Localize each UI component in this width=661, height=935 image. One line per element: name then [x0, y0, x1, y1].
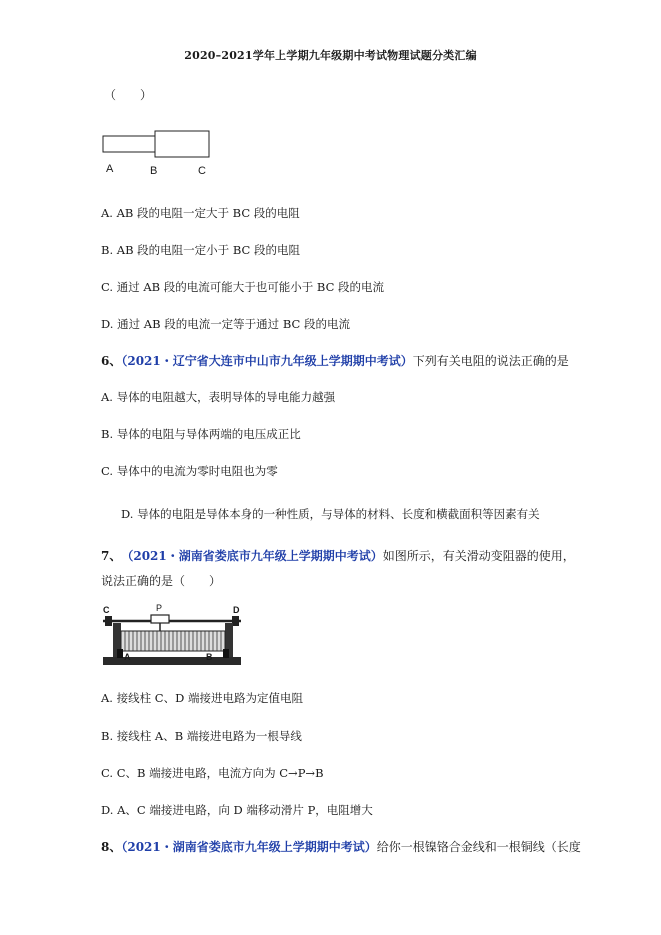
- q5-option-c[interactable]: C. 通过 AB 段的电流可能大于也可能小于 BC 段的电流: [101, 280, 385, 294]
- q8-stem: [101, 838, 581, 855]
- q6-option-a[interactable]: A. 导体的电阻越大，表明导体的导电能力越强: [101, 390, 336, 404]
- q5-option-d[interactable]: D. 通过 AB 段的电流一定等于通过 BC 段的电流: [101, 317, 350, 331]
- q5-option-b[interactable]: B. AB 段的电阻一定小于 BC 段的电阻: [101, 243, 300, 257]
- q7-option-b[interactable]: B. 接线柱 A、B 端接进电路为一根导线: [101, 729, 302, 743]
- rheostat-label-d: D: [233, 605, 240, 615]
- rheostat-label-b: B: [206, 652, 213, 662]
- q8-text: 给你一根镍铬合金线和一根铜线（长度: [376, 840, 581, 854]
- q8-number: 8、: [101, 840, 122, 854]
- rheostat-label-c: C: [103, 605, 110, 615]
- q5-option-a[interactable]: A. AB 段的电阻一定大于 BC 段的电阻: [101, 206, 300, 220]
- q6-stem: [101, 352, 569, 369]
- q7-number: 7、: [101, 549, 122, 563]
- q6-text: 下列有关电阻的说法正确的是: [412, 354, 569, 368]
- figure-label-a: A: [106, 163, 114, 175]
- answer-bracket: （ ）: [104, 88, 153, 102]
- rheostat-label-p: P: [156, 603, 163, 613]
- figure-label-c: C: [198, 165, 206, 177]
- rheostat-label-a: A: [124, 652, 131, 662]
- q7-option-d[interactable]: D. A、C 端接进电路，向 D 端移动滑片 P，电阻增大: [101, 803, 373, 817]
- conductor-bc: [155, 131, 209, 157]
- q6-option-b[interactable]: B. 导体的电阻与导体两端的电压成正比: [101, 427, 301, 441]
- terminal-d-post: [232, 616, 239, 626]
- q6-option-c[interactable]: C. 导体中的电流为零时电阻也为零: [101, 464, 278, 478]
- q7-stem: [101, 547, 575, 564]
- q6-option-d[interactable]: D. 导体的电阻是导体本身的一种性质，与导体的材料、长度和横截面积等因素有关: [121, 507, 540, 521]
- rheostat-figure: [99, 605, 247, 669]
- q8-source: （2021・湖南省娄底市九年级上学期期中考试）: [121, 840, 377, 854]
- q7-stem-continued: 说法正确的是（ ）: [101, 574, 222, 588]
- conductor-ab: [103, 136, 155, 152]
- q7-source: （2021・湖南省娄底市九年级上学期期中考试）: [127, 549, 383, 563]
- q7-option-c[interactable]: C. C、B 端接进电路，电流方向为 C→P→B: [101, 766, 324, 780]
- q7-option-a[interactable]: A. 接线柱 C、D 端接进电路为定值电阻: [101, 691, 303, 705]
- slider-p: [151, 615, 169, 623]
- figure-label-b: B: [150, 165, 158, 177]
- terminal-c-post: [105, 616, 112, 626]
- q7-text: 如图所示，有关滑动变阻器的使用，: [382, 549, 575, 563]
- q6-source: （2021・辽宁省大连市中山市九年级上学期期中考试）: [121, 354, 413, 368]
- terminal-b-post: [223, 649, 229, 658]
- q6-number: 6、: [101, 354, 122, 368]
- terminal-a-post: [117, 649, 123, 658]
- page-header: 2020–2021学年上学期九年级期中考试物理试题分类汇编: [184, 49, 477, 62]
